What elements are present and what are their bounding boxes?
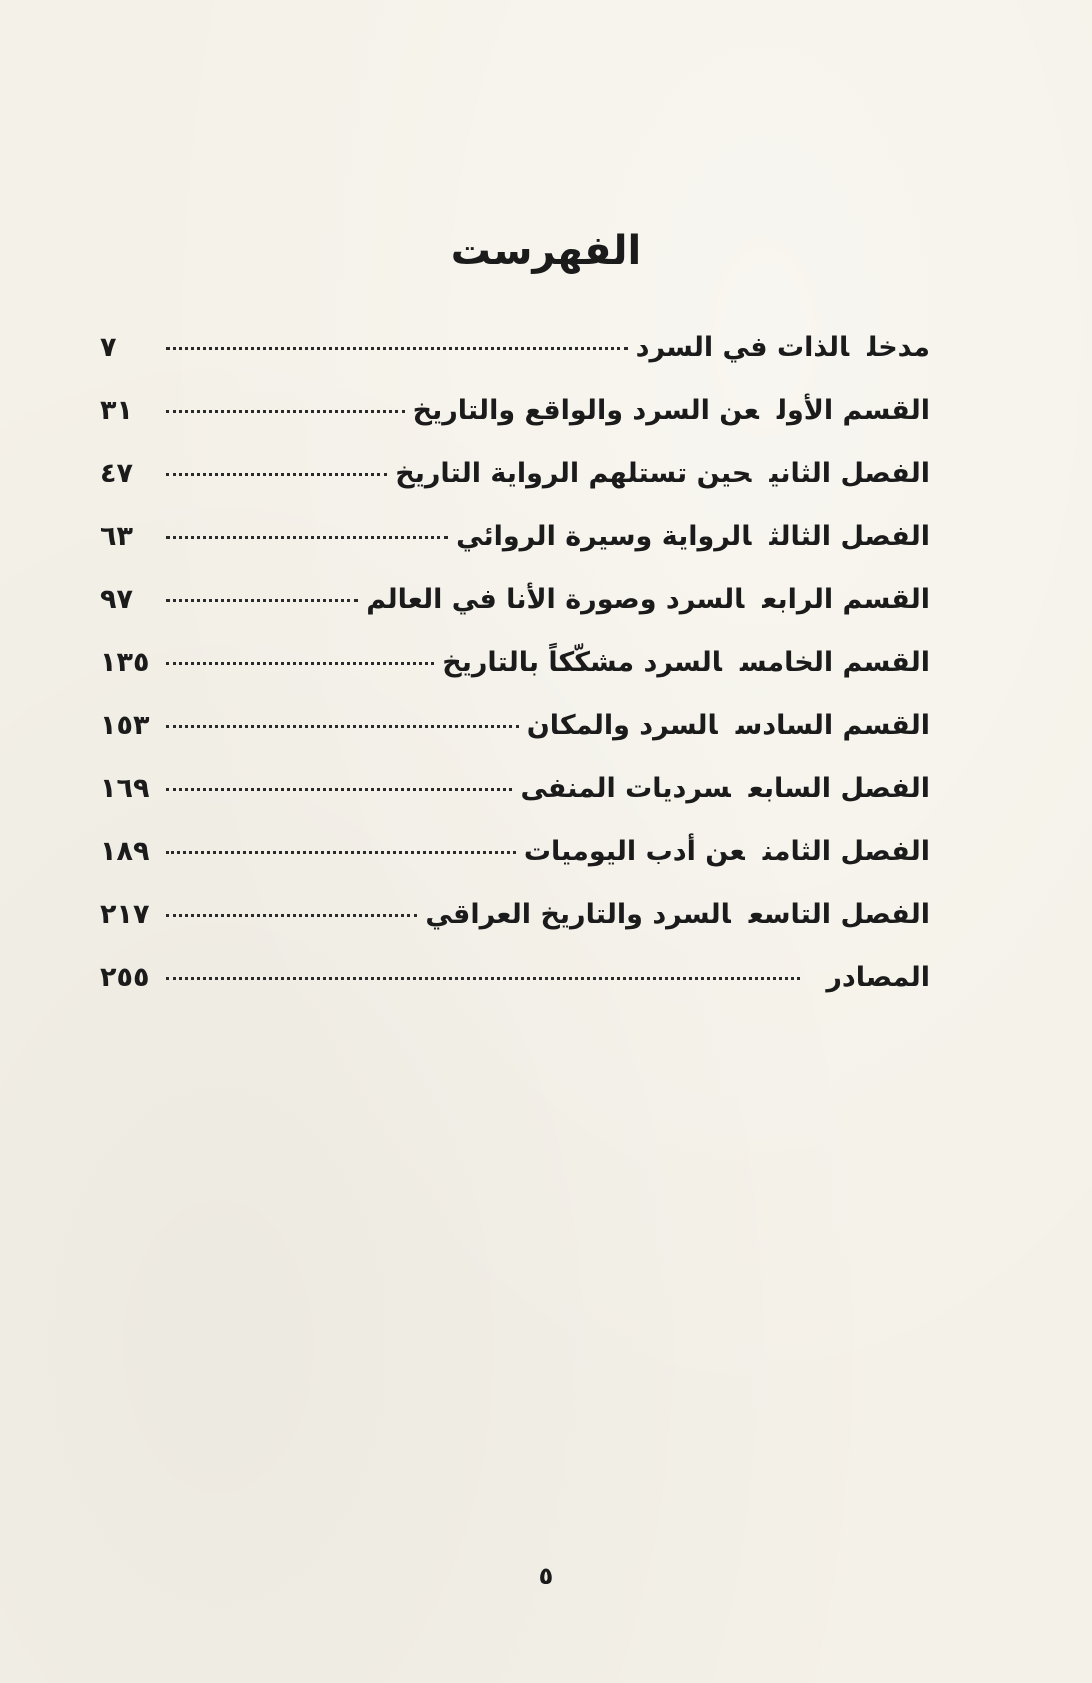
toc-entry-page: ٤٧ [100, 458, 133, 489]
toc-entry [100, 773, 930, 836]
toc-entry-label [395, 458, 930, 489]
toc-entry-title: الرواية وسيرة الروائي [456, 521, 752, 552]
toc-entry-label [808, 962, 930, 993]
toc-entry-page: ٩٧ [100, 584, 133, 615]
toc-entry [100, 584, 930, 647]
toc-entry-kind: الفصل السابع [748, 773, 930, 804]
toc-entry-label [413, 395, 930, 426]
toc-entry-label [442, 647, 930, 678]
toc-entry-page: ١٦٩ [100, 773, 150, 804]
toc-entry-kind: القسم الأول [776, 395, 930, 426]
toc-entry-title: السرد والمكان [526, 710, 718, 741]
toc-entry-label [366, 584, 930, 615]
toc-entry-kind: الفصل الثالث [769, 521, 930, 552]
toc-entry-page: ٦٣ [100, 521, 133, 552]
table-of-contents [100, 332, 930, 1025]
toc-entry-kind: الفصل الثاني [769, 458, 930, 489]
dot-leader [166, 977, 800, 980]
dot-leader [166, 347, 628, 350]
toc-entry-label [636, 332, 930, 363]
toc-entry-page: ٧ [100, 332, 117, 363]
toc-entry-label [524, 836, 930, 867]
dot-leader [166, 662, 434, 665]
toc-entry-kind: مدخل [867, 332, 930, 363]
toc-entry [100, 332, 930, 395]
toc-entry-title: سرديات المنفى [520, 773, 731, 804]
toc-entry [100, 836, 930, 899]
toc-entry-title: السرد وصورة الأنا في العالم [366, 584, 745, 615]
toc-entry-title: عن السرد والواقع والتاريخ [412, 395, 759, 426]
dot-leader [166, 914, 417, 917]
toc-entry [100, 521, 930, 584]
toc-entry-title: الذات في السرد [635, 332, 850, 363]
toc-entry [100, 899, 930, 962]
toc-entry-label [425, 899, 930, 930]
toc-entry [100, 647, 930, 710]
toc-entry-title: حين تستلهم الرواية التاريخ [395, 458, 752, 489]
dot-leader [166, 599, 358, 602]
toc-entry-label [527, 710, 930, 741]
toc-entry-kind: القسم الرابع [762, 584, 930, 615]
toc-entry [100, 458, 930, 521]
toc-entry-title: السرد والتاريخ العراقي [425, 899, 731, 930]
toc-entry-title: عن أدب اليوميات [523, 836, 745, 867]
dot-leader [166, 410, 405, 413]
page-number: ٥ [538, 1562, 554, 1590]
toc-entry-kind: القسم السادس [735, 710, 930, 741]
toc-entry-page: ١٨٩ [100, 836, 150, 867]
toc-entry [100, 395, 930, 458]
dot-leader [166, 851, 516, 854]
toc-entry-title: السرد مشكّكاً بالتاريخ [442, 647, 722, 678]
toc-entry [100, 962, 930, 1025]
toc-entry-label [456, 521, 930, 552]
toc-entry-kind: الفصل التاسع [748, 899, 930, 930]
toc-entry-page: ٢٥٥ [100, 962, 150, 993]
dot-leader [166, 536, 448, 539]
toc-entry-kind: المصادر [826, 962, 930, 993]
toc-entry-kind: الفصل الثامن [762, 836, 930, 867]
toc-entry-page: ٢١٧ [100, 899, 150, 930]
page-title: الفهرست [450, 228, 642, 274]
toc-entry-page: ١٥٣ [100, 710, 150, 741]
toc-entry [100, 710, 930, 773]
dot-leader [166, 788, 512, 791]
dot-leader [166, 473, 387, 476]
toc-entry-label [520, 773, 930, 804]
toc-entry-kind: القسم الخامس [739, 647, 930, 678]
toc-entry-page: ١٣٥ [100, 647, 150, 678]
toc-entry-page: ٣١ [100, 395, 133, 426]
dot-leader [166, 725, 519, 728]
